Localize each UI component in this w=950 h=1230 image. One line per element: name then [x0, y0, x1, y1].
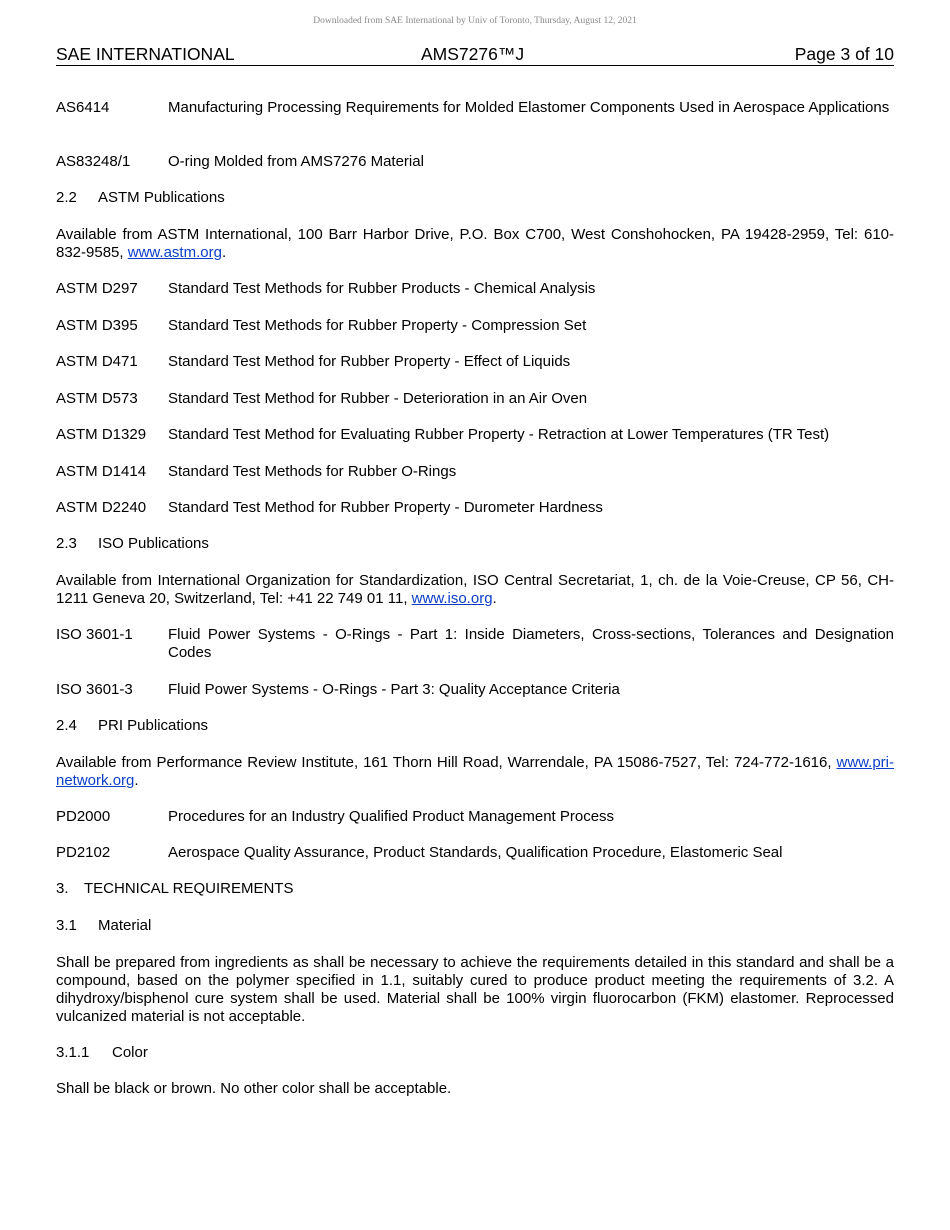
reference-entry [56, 426, 894, 444]
section-title: Color [112, 1044, 148, 1061]
iso-link[interactable]: www.iso.org [411, 590, 493, 607]
header-page-number: Page 3 of 10 [794, 44, 894, 64]
availability-text: Available from International Organization for Standardization, ISO Central Secretariat, 1, ch. de la Voie-Creuse, CP 56, CH-1211 Geneva 20, Switzerland, Tel: +41 22 749 01 11, [56, 572, 894, 607]
availability-text: Available from Performance Review Institute, 161 Thorn Hill Road, Warrendale, PA 15086-7527, Tel: 724-772-1616, [56, 754, 837, 771]
reference-entry [56, 844, 894, 862]
color-paragraph: Shall be black or brown. No other color shall be acceptable. [56, 1080, 452, 1097]
reference-entry [56, 808, 894, 826]
section-heading-2-4 [56, 717, 208, 735]
period: . [134, 772, 139, 789]
availability-text: Available from ASTM International, 100 Barr Harbor Drive, P.O. Box C700, West Conshohocken, PA 19428-2959, Tel: 610-832-9585, [56, 226, 894, 261]
section-heading-2-3 [56, 535, 209, 553]
reference-code: PD2000 [56, 808, 111, 825]
reference-code: ISO 3601-1 [56, 626, 133, 643]
reference-code: AS83248/1 [56, 153, 131, 170]
reference-title: Standard Test Method for Rubber Property - Durometer Hardness [168, 499, 603, 516]
period: . [492, 590, 497, 607]
reference-code: ISO 3601-3 [56, 681, 133, 698]
reference-code: PD2102 [56, 844, 111, 861]
download-watermark: Downloaded from SAE International by Univ of Toronto, Thursday, August 12, 2021 [313, 16, 637, 26]
section-number: 2.3 [56, 535, 77, 552]
reference-entry [56, 99, 894, 117]
reference-entry [56, 681, 894, 699]
reference-code: ASTM D471 [56, 353, 138, 370]
section-title: ASTM Publications [98, 189, 225, 206]
section-heading-3-1-1 [56, 1044, 148, 1062]
reference-title: Standard Test Methods for Rubber O-Rings [168, 463, 457, 480]
availability-paragraph [56, 572, 894, 608]
reference-title: Procedures for an Industry Qualified Product Management Process [168, 808, 615, 825]
reference-title: Standard Test Method for Rubber Property - Effect of Liquids [168, 353, 571, 370]
astm-link[interactable]: www.astm.org [127, 244, 222, 261]
reference-code: AS6414 [56, 99, 110, 116]
section-number: 3.1 [56, 917, 77, 934]
section-heading-2-2 [56, 189, 225, 207]
reference-entry [56, 626, 894, 662]
reference-code: ASTM D297 [56, 280, 138, 297]
reference-entry [56, 463, 894, 481]
reference-title: O-ring Molded from AMS7276 Material [168, 153, 424, 170]
section-heading-3-1 [56, 917, 151, 935]
reference-entry [56, 353, 894, 371]
material-paragraph: Shall be prepared from ingredients as shall be necessary to achieve the requirements detailed in this standard and shall be a compound, based on the polymer specified in 1.1, suitably cured to produce product meeting the requirements of 3.2. A dihydroxy/bisphenol cure system shall be used. Material shall be 100% virgin fluorocarbon (FKM) elastomer. Reprocessed vulcanized material is not acceptable. [56, 954, 894, 1025]
section-number: 2.2 [56, 189, 77, 206]
reference-entry [56, 390, 894, 408]
availability-paragraph [56, 226, 894, 262]
page-header [56, 43, 894, 66]
reference-title: Manufacturing Processing Requirements for Molded Elastomer Components Used in Aerospace Applications [168, 99, 890, 116]
reference-code: ASTM D1329 [56, 426, 147, 443]
reference-entry [56, 499, 894, 517]
reference-entry [56, 280, 894, 298]
section-number: 3. [56, 880, 69, 897]
section-number: 3.1.1 [56, 1044, 90, 1061]
section-title: ISO Publications [98, 535, 209, 552]
reference-title: Aerospace Quality Assurance, Product Standards, Qualification Procedure, Elastomeric Seal [168, 844, 783, 861]
section-title: TECHNICAL REQUIREMENTS [84, 880, 294, 897]
reference-entry [56, 317, 894, 335]
reference-title: Standard Test Methods for Rubber Property - Compression Set [168, 317, 587, 334]
reference-code: ASTM D1414 [56, 463, 147, 480]
reference-code: ASTM D573 [56, 390, 138, 407]
section-heading-3 [56, 880, 293, 898]
header-doc-number: AMS7276™J [421, 44, 525, 64]
reference-code: ASTM D2240 [56, 499, 147, 516]
reference-title: Fluid Power Systems - O-Rings - Part 3: Quality Acceptance Criteria [168, 681, 620, 698]
section-title: Material [98, 917, 152, 934]
section-number: 2.4 [56, 717, 77, 734]
reference-title: Standard Test Method for Evaluating Rubber Property - Retraction at Lower Temperatures (TR Test) [168, 426, 830, 443]
section-title: PRI Publications [98, 717, 209, 734]
availability-paragraph [56, 754, 894, 790]
header-org: SAE INTERNATIONAL [56, 44, 235, 64]
reference-title: Standard Test Method for Rubber - Deterioration in an Air Oven [168, 390, 588, 407]
reference-entry [56, 153, 894, 171]
reference-title: Standard Test Methods for Rubber Products - Chemical Analysis [168, 280, 596, 297]
reference-title: Fluid Power Systems - O-Rings - Part 1: Inside Diameters, Cross-sections, Tolerances and Designation Codes [168, 626, 894, 661]
reference-code: ASTM D395 [56, 317, 138, 334]
pri-network-link[interactable]: www.pri-network.org [56, 754, 894, 789]
period: . [221, 244, 227, 261]
